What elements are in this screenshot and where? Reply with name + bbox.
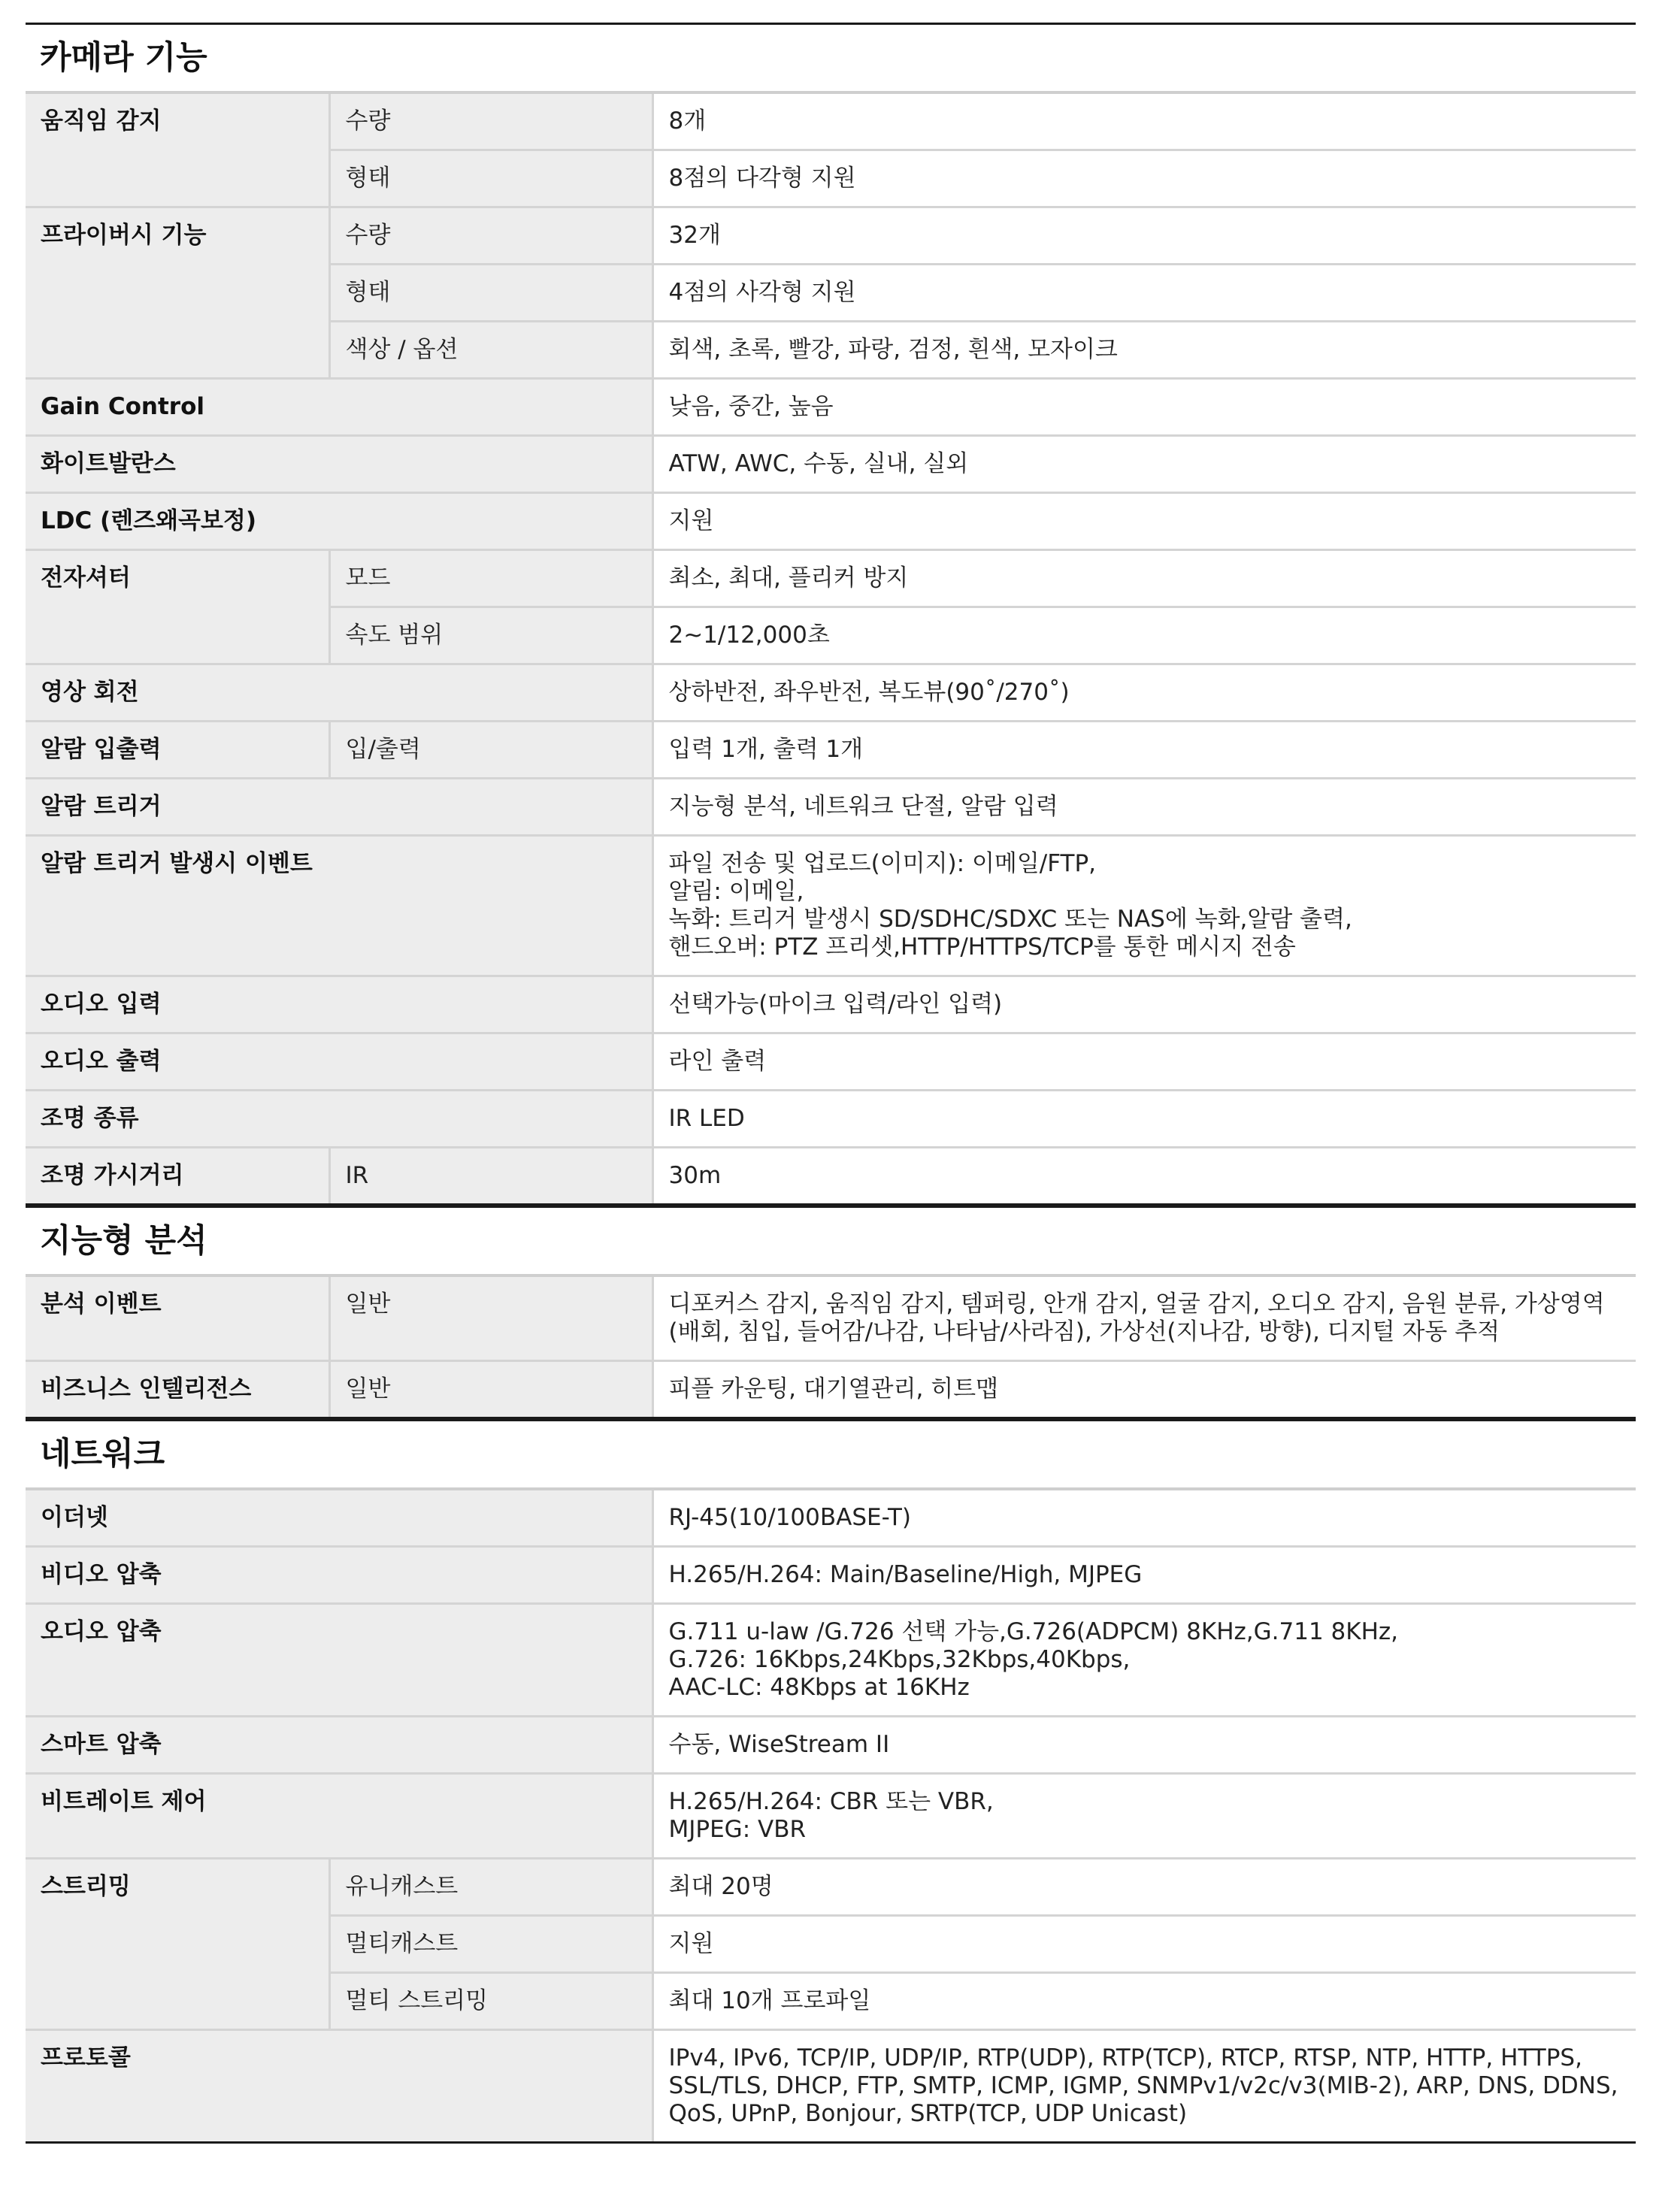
spec-label: 비트레이트 제어 (26, 1774, 652, 1859)
spec-label: 알람 트리거 (26, 779, 652, 836)
spec-table (26, 1490, 1636, 2144)
spec-label: 오디오 압축 (26, 1604, 652, 1717)
spec-label: 스트리밍 (26, 1859, 329, 2030)
spec-value: 2~1/12,000초 (652, 607, 1636, 664)
spec-row (26, 1091, 1636, 1148)
spec-row (26, 1859, 1636, 1916)
spec-value: IPv4, IPv6, TCP/IP, UDP/IP, RTP(UDP), RTP(TCP), RTCP, RTSP, NTP, HTTP, HTTPS, SSL/TLS, DHCP, FTP, SMTP, ICMP, IGMP, SNMPv1/v2c/v3(MIB-2), ARP, DNS, DDNS, QoS, UPnP, Bonjour, SRTP(TCP, UDP Unicast) (652, 2030, 1636, 2143)
spec-sublabel: 멀티 스트리밍 (329, 1973, 652, 2030)
spec-label: 비즈니스 인텔리전스 (26, 1361, 329, 1418)
spec-label: 이더넷 (26, 1490, 652, 1547)
spec-value: IR LED (652, 1091, 1636, 1148)
spec-label: 전자셔터 (26, 550, 329, 664)
spec-label: 스마트 압축 (26, 1717, 652, 1774)
spec-row (26, 836, 1636, 976)
spec-value: 최대 20명 (652, 1859, 1636, 1916)
spec-value: 30m (652, 1148, 1636, 1205)
spec-label: Gain Control (26, 379, 652, 436)
spec-row (26, 1490, 1636, 1547)
spec-value: 회색, 초록, 빨강, 파랑, 검정, 흰색, 모자이크 (652, 322, 1636, 379)
spec-row (26, 1148, 1636, 1205)
spec-label: 비디오 압축 (26, 1547, 652, 1604)
spec-label: 조명 종류 (26, 1091, 652, 1148)
spec-sublabel: 수량 (329, 207, 652, 265)
spec-sublabel: 모드 (329, 550, 652, 607)
spec-sublabel: 형태 (329, 265, 652, 322)
spec-value: ATW, AWC, 수동, 실내, 실외 (652, 436, 1636, 493)
spec-value: 상하반전, 좌우반전, 복도뷰(90˚/270˚) (652, 664, 1636, 722)
spec-value: 수동, WiseStream II (652, 1717, 1636, 1774)
spec-row (26, 1033, 1636, 1091)
spec-row (26, 779, 1636, 836)
spec-row (26, 379, 1636, 436)
spec-label: 알람 입출력 (26, 722, 329, 779)
spec-value: 최소, 최대, 플리커 방지 (652, 550, 1636, 607)
spec-label: 오디오 출력 (26, 1033, 652, 1091)
spec-value: 8개 (652, 94, 1636, 150)
spec-value: H.265/H.264: Main/Baseline/High, MJPEG (652, 1547, 1636, 1604)
spec-sublabel: 속도 범위 (329, 607, 652, 664)
spec-row (26, 493, 1636, 550)
spec-value: 입력 1개, 출력 1개 (652, 722, 1636, 779)
spec-sublabel: 색상 / 옵션 (329, 322, 652, 379)
spec-label: 알람 트리거 발생시 이벤트 (26, 836, 652, 976)
spec-sublabel: 수량 (329, 94, 652, 150)
spec-row (26, 94, 1636, 150)
spec-value: 디포커스 감지, 움직임 감지, 템퍼링, 안개 감지, 얼굴 감지, 오디오 감지, 음원 분류, 가상영역(배회, 침입, 들어감/나감, 나타남/사라짐), 가상선(지나감, 방향), 디지털 자동 추적 (652, 1277, 1636, 1361)
spec-value: 4점의 사각형 지원 (652, 265, 1636, 322)
spec-value: RJ-45(10/100BASE-T) (652, 1490, 1636, 1547)
spec-row (26, 1774, 1636, 1859)
spec-value: 지원 (652, 1916, 1636, 1973)
spec-sublabel: 입/출력 (329, 722, 652, 779)
spec-sheet (26, 23, 1636, 2144)
section-title: 네트워크 (26, 1419, 1636, 1490)
spec-sublabel: IR (329, 1148, 652, 1205)
spec-sublabel: 일반 (329, 1277, 652, 1361)
spec-row (26, 722, 1636, 779)
spec-row (26, 1361, 1636, 1418)
spec-table (26, 94, 1636, 1206)
spec-sublabel: 형태 (329, 150, 652, 207)
spec-value: 최대 10개 프로파일 (652, 1973, 1636, 2030)
spec-value: H.265/H.264: CBR 또는 VBR, MJPEG: VBR (652, 1774, 1636, 1859)
spec-value: 8점의 다각형 지원 (652, 150, 1636, 207)
spec-label: LDC (렌즈왜곡보정) (26, 493, 652, 550)
spec-label: 오디오 입력 (26, 976, 652, 1033)
spec-value: 지능형 분석, 네트워크 단절, 알람 입력 (652, 779, 1636, 836)
spec-value: G.711 u-law /G.726 선택 가능,G.726(ADPCM) 8KHz,G.711 8KHz, G.726: 16Kbps,24Kbps,32Kbps,40Kbps, AAC-LC: 48Kbps at 16KHz (652, 1604, 1636, 1717)
spec-row (26, 436, 1636, 493)
spec-label: 조명 가시거리 (26, 1148, 329, 1205)
spec-value: 라인 출력 (652, 1033, 1636, 1091)
spec-label: 움직임 감지 (26, 94, 329, 207)
spec-row (26, 1277, 1636, 1361)
spec-table (26, 1277, 1636, 1419)
spec-label: 프로토콜 (26, 2030, 652, 2143)
spec-sublabel: 유니캐스트 (329, 1859, 652, 1916)
spec-value: 낮음, 중간, 높음 (652, 379, 1636, 436)
spec-value: 파일 전송 및 업로드(이미지): 이메일/FTP, 알림: 이메일, 녹화: 트리거 발생시 SD/SDHC/SDXC 또는 NAS에 녹화,알람 출력, 핸드오버: PTZ 프리셋,HTTP/HTTPS/TCP를 통한 메시지 전송 (652, 836, 1636, 976)
spec-row (26, 1717, 1636, 1774)
spec-sublabel: 멀티캐스트 (329, 1916, 652, 1973)
spec-label: 프라이버시 기능 (26, 207, 329, 379)
spec-row (26, 550, 1636, 607)
spec-value: 선택가능(마이크 입력/라인 입력) (652, 976, 1636, 1033)
spec-label: 영상 회전 (26, 664, 652, 722)
section-title: 지능형 분석 (26, 1206, 1636, 1277)
spec-row (26, 2030, 1636, 2143)
spec-row (26, 207, 1636, 265)
spec-row (26, 664, 1636, 722)
spec-label: 분석 이벤트 (26, 1277, 329, 1361)
spec-value: 피플 카운팅, 대기열관리, 히트맵 (652, 1361, 1636, 1418)
section-title: 카메라 기능 (26, 23, 1636, 94)
spec-row (26, 976, 1636, 1033)
spec-label: 화이트발란스 (26, 436, 652, 493)
spec-row (26, 1547, 1636, 1604)
spec-value: 32개 (652, 207, 1636, 265)
spec-row (26, 1604, 1636, 1717)
spec-value: 지원 (652, 493, 1636, 550)
spec-sublabel: 일반 (329, 1361, 652, 1418)
